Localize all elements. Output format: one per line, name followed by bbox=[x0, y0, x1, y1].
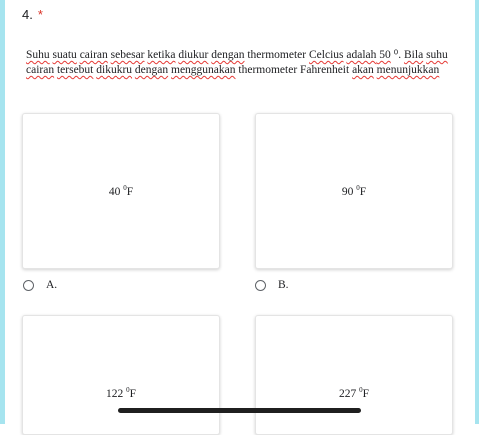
required-asterisk: * bbox=[37, 7, 43, 22]
option-a-value: 40 $^0$F bbox=[108, 184, 134, 198]
option-b-image-card[interactable] bbox=[255, 113, 453, 269]
option-a-radio-button[interactable] bbox=[23, 280, 34, 291]
home-indicator-bar[interactable] bbox=[118, 408, 361, 413]
option-a-image-card[interactable] bbox=[22, 113, 220, 269]
option-a-label: A. bbox=[46, 279, 58, 291]
option-b-label: B. bbox=[278, 279, 289, 291]
option-b-radio-row[interactable] bbox=[255, 279, 289, 291]
option-d-value: 227 $^0$F bbox=[338, 386, 370, 400]
option-a-radio-row[interactable] bbox=[23, 279, 57, 291]
option-c-image-card[interactable] bbox=[22, 315, 220, 435]
left-edge-border bbox=[0, 0, 5, 424]
option-d-image-card[interactable] bbox=[255, 315, 453, 435]
right-edge-border bbox=[475, 0, 479, 424]
question-text: Suhu suatu cairan sebesar ketika diukur dengan thermometer Celcius adalah 50 ⁰. Bila suhu cairan tersebut dikukru dengan menggunakan thermometer Fahrenheit akan menunjukkan bbox=[26, 49, 448, 76]
question-number: 4. * bbox=[22, 7, 43, 22]
option-b-radio-button[interactable] bbox=[255, 280, 266, 291]
option-b-value: 90 $^0$F bbox=[341, 184, 367, 198]
option-c-value: 122 $^0$F bbox=[105, 386, 137, 400]
